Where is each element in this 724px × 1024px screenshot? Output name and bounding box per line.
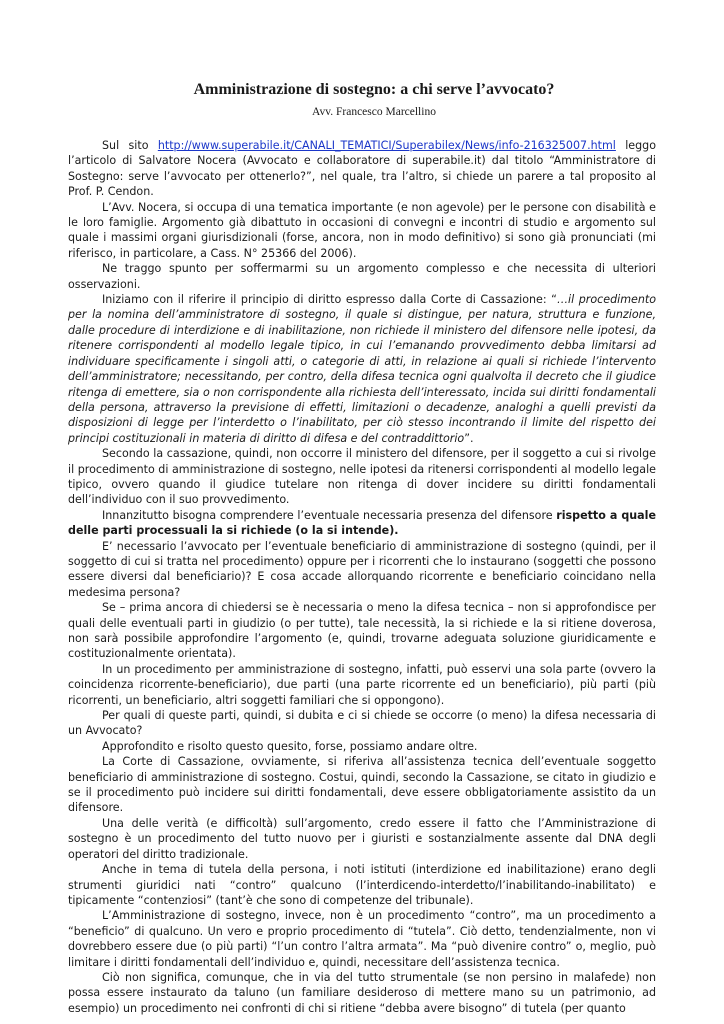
paragraph-11: Approfondito e risolto questo quesito, forse, possiamo andare oltre. <box>102 739 478 753</box>
paragraph-12: La Corte di Cassazione, ovviamente, si riferiva all’assistenza tecnica dell’eventuale soggetto beneficiario di amministrazione di sostegno. Costui, quindi, secondo la Cassazione, se citato in giudizio e se il procedimento può incidere sui diritti fondamentali, deve essere obbligatoriamente assistito da un difensore. <box>68 755 656 815</box>
paragraph-14: Anche in tema di tutela della persona, i noti istituti (interdizione ed inabilitazione) erano degli strumenti giuridici nati “contro” qualcuno (l’interdicendo-interdetto/l’inabilitando-inabilitato) e tipicamente “contenziosi” (tant’è che sono di competenze del tribunale). <box>68 863 656 907</box>
document-title: Amministrazione di sostegno: a chi serve l’avvocato? <box>193 81 555 98</box>
paragraph-10: Per quali di queste parti, quindi, si dubita e ci si chiede se occorre (o meno) la difesa necessaria di un Avvocato? <box>68 709 656 738</box>
paragraph-13: Una delle verità (e difficoltà) sull’argomento, credo essere il fatto che l’Amministrazione di sostegno è un procedimento del tutto nuovo per i giuristi e sostanzialmente assente dal DNA degli operatori del diritto tradizionale. <box>68 816 656 861</box>
paragraph-2: L’Avv. Nocera, si occupa di una tematica importante (e non agevole) per le persone con disabilità e le loro famiglie. Argomento già dibattuto in occasioni di convegni e incontri di studio e argomento sul quale i massimi organi giurisdizionali (forse, ancora, non in modo definitivo) si sono già pronunciati (mi riferisco, in particolare, a Cass. N° 25366 del 2006). <box>68 200 656 260</box>
cassation-quote: …il procedimento per la nomina dell’amministratore di sostegno, il quale si distingue, per natura, struttura e funzione, dalle procedure di interdizione e di inabilitazione, non richiede il ministero del difensore nelle ipotesi, da ritenere corrispondenti al modello legale tipico, in cui l’emanando provvedimento debba limitarsi ad individuare specificamente i singoli atti, o categorie di atti, in relazione ai quali si richiede l’intervento dell’amministratore; necessitando, per contro, della difesa tecnica ogni qualvolta il decreto che il giudice ritenga di emettere, sia o non corrispondente alla richiesta dell’interessato, incida sui diritti fondamentali della persona, attraverso la previsione di effetti, limitazioni o decadenze, analoghi a quelli previsti da disposizioni di legge per l’interdetto o l’inabilitato, per ciò stesso incontrando il limite del rispetto dei principi costituzionali in materia di diritto di difesa e del contraddittorio <box>68 293 657 445</box>
paragraph-5: Secondo la cassazione, quindi, non occorre il ministero del difensore, per il soggetto a cui si rivolge il procedimento di amministrazione di sostegno, nelle ipotesi da ritenersi corrispondenti al modello legale tipico, ovvero quando il giudice tutelare non ritenga di dover incidere su diritti fondamentali dell’individuo con il suo provvedimento. <box>68 447 656 507</box>
document-author: Avv. Francesco Marcellino <box>312 106 436 118</box>
bold-emphasis: rispetto a quale delle parti processuali la si richiede (o la si intende). <box>68 508 656 538</box>
paragraph-3: Ne traggo spunto per soffermarmi su un argomento complesso e che necessita di ulteriori osservazioni. <box>68 262 656 291</box>
document-page <box>68 80 656 1016</box>
paragraph-1: Sul sito http://www.superabile.it/CANALI_TEMATICI/Superabilex/News/info-216325007.html leggo l’articolo di Salvatore Nocera (Avvocato e collaboratore di superabile.it) dal titolo “Amministratore di Sostegno: serve l’avvocato per ottenerlo?”, nel quale, tra l’altro, si chiede un parere a tal proposito al Prof. P. Cendon. <box>68 139 656 199</box>
paragraph-15: L’Amministrazione di sostegno, invece, non è un procedimento “contro”, ma un procedimento a “beneficio” di qualcuno. Un vero e proprio procedimento di “tutela”. Ciò detto, tendenzialmente, non vi dovrebbero essere due (o più parti) “l’un contro l’altra armata”. Ma “può divenire contro” o, meglio, può limitare i diritti fondamentali dell’individuo e, quindi, necessitare dell’assistenza tecnica. <box>68 909 656 969</box>
paragraph-8: Se – prima ancora di chiedersi se è necessaria o meno la difesa tecnica – non si approfondisce per quali delle eventuali parti in giudizio (o per tutte), tale necessità, la si richiede e la si ritiene doverosa, non sarà possibile approfondire l’argomento (e, quindi, trovarne adeguata soluzione giuridicamente e costituzionalmente orientata). <box>68 601 656 661</box>
paragraph-6: Innanzitutto bisogna comprendere l’eventuale necessaria presenza del difensore rispetto a quale delle parti processuali la si richiede (o la si intende). <box>68 508 656 538</box>
superabile-link[interactable]: http://www.superabile.it/CANALI_TEMATICI/Superabilex/News/info-216325007.html <box>157 139 616 152</box>
paragraph-9: In un procedimento per amministrazione di sostegno, infatti, può esservi una sola parte (ovvero la coincidenza ricorrente-beneficiario), due parti (una parte ricorrente ed un beneficiario), più parti (più ricorrenti, un beneficiario, altri soggetti familiari che si oppongono). <box>68 662 656 707</box>
paragraph-4: Iniziamo con il riferire il principio di diritto espresso dalla Corte di Cassazione: “…il procedimento per la nomina dell’amministratore di sostegno, il quale si distingue, per natura, struttura e funzione, dalle procedure di interdizione e di inabilitazione, non richiede il ministero del difensore nelle ipotesi, da ritenere corrispondenti al modello legale tipico, in cui l’emanando provvedimento debba limitarsi ad individuare specificamente i singoli atti, o categorie di atti, in relazione ai quali si richiede l’intervento dell’amministratore; necessitando, per contro, della difesa tecnica ogni qualvolta il decreto che il giudice ritenga di emettere, sia o non corrispondente alla richiesta dell’interessato, incida sui diritti fondamentali della persona, attraverso la previsione di effetti, limitazioni o decadenze, analoghi a quelli previsti da disposizioni di legge per l’interdetto o l’inabilitato, per ciò stesso incontrando il limite del rispetto dei principi costituzionali in materia di diritto di difesa e del contraddittorio”. <box>68 293 657 445</box>
paragraph-16: Ciò non significa, comunque, che in via del tutto strumentale (se non persino in malafede) non possa essere instaurato da taluno (un familiare desideroso di mettere mano su un patrimonio, ad esempio) un procedimento nei confronti di chi si ritiene “debba avere bisogno” di tutela (per quanto <box>68 970 656 1015</box>
paragraph-7: E’ necessario l’avvocato per l’eventuale beneficiario di amministrazione di sostegno (quindi, per il soggetto di cui si tratta nel procedimento) oppure per i ricorrenti che lo instaurano (soggetti che possono essere diversi dal beneficiario)? E cosa accade allorquando ricorrente e beneficiario coincidano nella medesima persona? <box>68 539 656 599</box>
